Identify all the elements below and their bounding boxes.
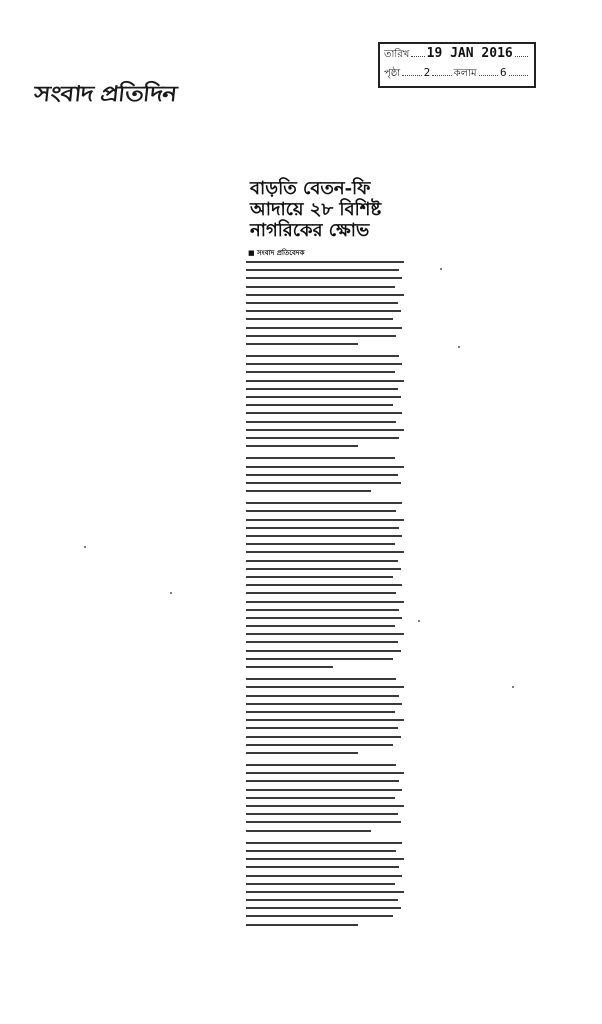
article-text-line: [246, 850, 396, 852]
article-text-line: [246, 502, 402, 504]
article-text-line: [246, 286, 395, 288]
headline-line: বাড়তি বেতন-ফি: [250, 178, 371, 199]
article-text-line: [246, 277, 402, 279]
article-text-line: [246, 327, 402, 329]
article-text-line: [246, 797, 395, 799]
article-text-line: [246, 388, 398, 390]
article-text-line: [246, 752, 358, 754]
article-text-line: [246, 744, 393, 746]
article-text-line: [246, 535, 402, 537]
article-text-line: [246, 294, 404, 296]
article-text-line: [246, 543, 395, 545]
stamp-dots: [411, 48, 424, 57]
article-text-line: [246, 482, 401, 484]
article-text-line: [246, 551, 404, 553]
article-text-line: [246, 727, 398, 729]
article-text-line: [246, 633, 404, 635]
article-text-line: [246, 560, 398, 562]
article-headline: [232, 178, 404, 241]
article-text-line: [246, 711, 395, 713]
stamp-column-label: কলাম: [453, 68, 477, 79]
article-text-line: [246, 592, 396, 594]
article-text-line: [246, 302, 398, 304]
article-text-line: [246, 617, 402, 619]
article-text-line: [246, 772, 404, 774]
article-text-line: [246, 576, 393, 578]
article-text-line: [246, 719, 404, 721]
article-text-line: [246, 527, 399, 529]
article-text-line: [246, 396, 401, 398]
stamp-page-value: 2: [423, 66, 431, 79]
scan-speck: [84, 546, 86, 548]
stamp-dots: [509, 67, 528, 76]
article-text-line: [246, 269, 399, 271]
article-body: [246, 261, 404, 926]
article-text-line: [246, 568, 401, 570]
article-text-line: [246, 335, 396, 337]
article-text-line: [246, 412, 402, 414]
article-text-line: [246, 686, 404, 688]
article-text-line: [246, 666, 333, 668]
article-text-line: [246, 355, 399, 357]
news-clipping: [232, 178, 404, 868]
article-text-line: [246, 764, 396, 766]
article-text-line: [246, 703, 402, 705]
article-text-line: [246, 445, 358, 447]
article-text-line: [246, 641, 398, 643]
article-text-line: [246, 875, 402, 877]
article-text-line: [246, 310, 401, 312]
archive-date-stamp: [378, 42, 536, 88]
headline-line: নাগরিকের ক্ষোভ: [250, 220, 370, 241]
headline-line: আদায়ে ২৮ বিশিষ্ট: [250, 199, 382, 220]
article-text-line: [246, 830, 371, 832]
article-text-line: [246, 457, 395, 459]
article-text-line: [246, 821, 401, 823]
scan-speck: [170, 592, 172, 594]
article-text-line: [246, 371, 395, 373]
article-text-line: [246, 866, 399, 868]
stamp-date-row: [384, 46, 530, 66]
article-text-line: [246, 805, 404, 807]
scan-speck: [418, 620, 420, 622]
article-text-line: [246, 490, 371, 492]
article-text-line: [246, 510, 396, 512]
article-text-line: [246, 404, 393, 406]
article-text-line: [246, 883, 395, 885]
article-text-line: [246, 915, 393, 917]
newspaper-masthead: সংবাদ প্রতিদিন: [32, 81, 178, 107]
article-text-line: [246, 658, 393, 660]
stamp-dots: [479, 67, 498, 76]
scan-speck: [440, 268, 442, 270]
article-text-line: [246, 601, 404, 603]
stamp-dots: [402, 67, 421, 76]
article-text-line: [246, 609, 399, 611]
scan-speck: [458, 346, 460, 348]
article-text-line: [246, 650, 401, 652]
article-text-line: [246, 421, 396, 423]
article-text-line: [246, 584, 402, 586]
article-text-line: [246, 343, 358, 345]
stamp-date-label: তারিখ: [384, 49, 410, 60]
article-text-line: [246, 429, 404, 431]
article-text-line: [246, 780, 399, 782]
stamp-dots: [432, 67, 451, 76]
article-text-line: [246, 474, 398, 476]
article-text-line: [246, 858, 404, 860]
article-text-line: [246, 437, 399, 439]
article-text-line: [246, 899, 398, 901]
stamp-page-row: [384, 66, 530, 86]
article-text-line: [246, 380, 404, 382]
article-text-line: [246, 466, 404, 468]
stamp-date-value: 19 JAN 2016: [426, 46, 513, 61]
article-text-line: [246, 924, 358, 926]
article-text-line: [246, 842, 402, 844]
article-text-line: [246, 678, 396, 680]
article-text-line: [246, 519, 404, 521]
article-text-line: [246, 907, 401, 909]
article-text-line: [246, 363, 402, 365]
article-text-line: [246, 261, 404, 263]
article-text-line: [246, 625, 395, 627]
scan-speck: [512, 686, 514, 688]
stamp-dots: [515, 48, 528, 57]
article-byline: ■ সংবাদ প্রতিবেদক: [248, 249, 305, 257]
article-text-line: [246, 695, 399, 697]
article-text-line: [246, 891, 404, 893]
stamp-page-label: পৃষ্ঠা: [384, 68, 401, 79]
article-text-line: [246, 736, 401, 738]
article-text-line: [246, 318, 393, 320]
article-text-line: [246, 789, 402, 791]
article-text-line: [246, 813, 398, 815]
stamp-column-value: 6: [499, 66, 507, 79]
